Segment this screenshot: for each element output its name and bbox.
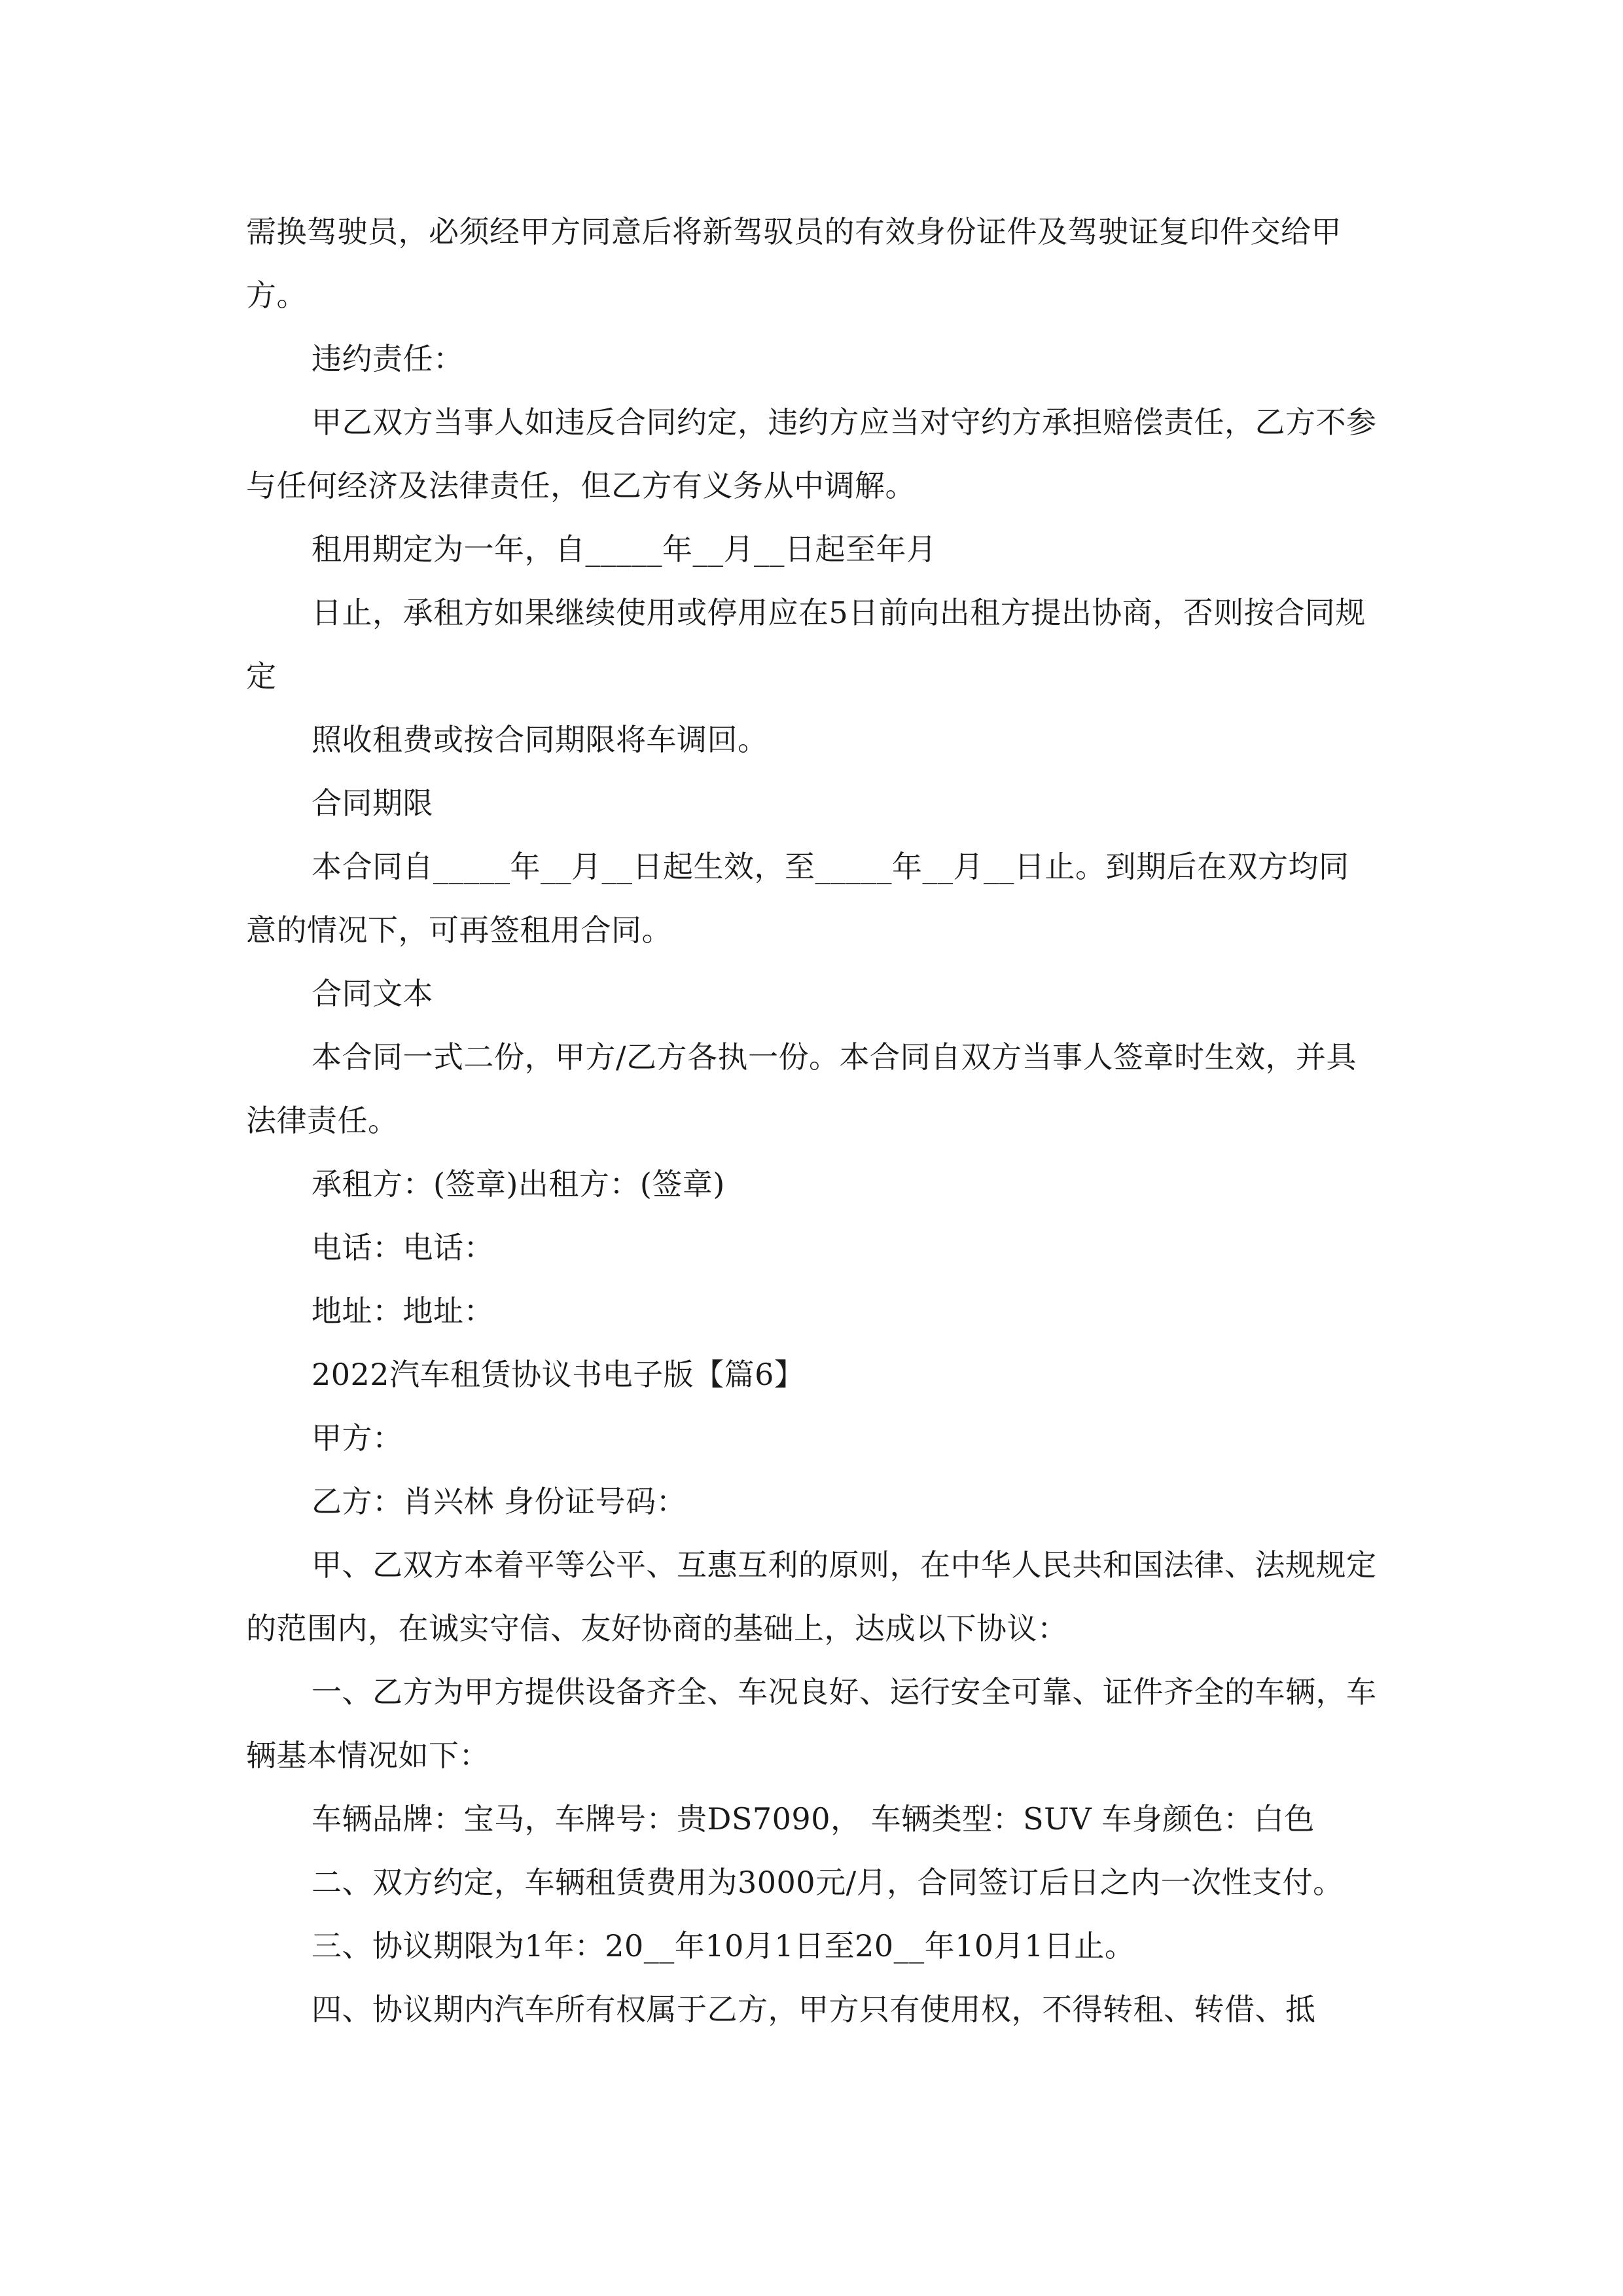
clause-2: 二、双方约定，车辆租赁费用为3000元/月，合同签订后日之内一次性支付。 [312, 1865, 1344, 1900]
clause-1: 一、乙方为甲方提供设备齐全、车况良好、运行安全可靠、证件齐全的车辆，车辆基本情况如下： [246, 1674, 1377, 1773]
vehicle-info: 车辆品牌：宝马，车牌号：贵DS7090， 车辆类型：SUV 车身颜色：白色 [312, 1801, 1315, 1837]
document-body [246, 200, 1377, 2041]
heading-contract-text: 合同文本 [312, 976, 433, 1011]
heading-liability: 违约责任： [312, 341, 464, 376]
section-title: 2022汽车租赁协议书电子版【篇6】 [312, 1357, 805, 1392]
paragraph-principles: 甲、乙双方本着平等公平、互惠互利的原则，在中华人民共和国法律、法规规定的范围内，在诚实守信、友好协商的基础上，达成以下协议： [246, 1547, 1377, 1646]
phone-line: 电话：电话： [312, 1230, 494, 1265]
paragraph-driver-change: 需换驾驶员，必须经甲方同意后将新驾驭员的有效身份证件及驾驶证复印件交给甲方。 [246, 214, 1342, 313]
paragraph-contract-term: 本合同自_____年__月__日起生效，至_____年__月__日止。到期后在双方均同意的情况下，可再签租用合同。 [246, 849, 1349, 948]
clause-3: 三、协议期限为1年：20__年10月1日至20__年10月1日止。 [312, 1928, 1135, 1964]
heading-contract-term: 合同期限 [312, 785, 433, 821]
paragraph-contract-text: 本合同一式二份，甲方/乙方各执一份。本合同自双方当事人签章时生效，并具法律责任。 [246, 1039, 1357, 1138]
paragraph-liability: 甲乙双方当事人如违反合同约定，违约方应当对守约方承担赔偿责任，乙方不参与任何经济及法律责任，但乙方有义务从中调解。 [246, 404, 1377, 503]
paragraph-rental-end: 日止，承租方如果继续使用或停用应在5日前向出租方提出协商，否则按合同规定 [246, 595, 1366, 694]
party-a-line: 甲方： [312, 1420, 403, 1456]
clause-4: 四、协议期内汽车所有权属于乙方，甲方只有使用权，不得转租、转借、抵 [312, 1992, 1316, 2027]
address-line: 地址：地址： [312, 1293, 494, 1329]
paragraph-rental-fee: 照收租费或按合同期限将车调回。 [312, 722, 768, 757]
paragraph-rental-period: 租用期定为一年，自_____年__月__日起至年月 [312, 531, 937, 567]
party-b-line: 乙方：肖兴林 身份证号码： [312, 1484, 687, 1519]
signature-line: 承租方：(签章)出租方：(签章) [312, 1166, 725, 1202]
